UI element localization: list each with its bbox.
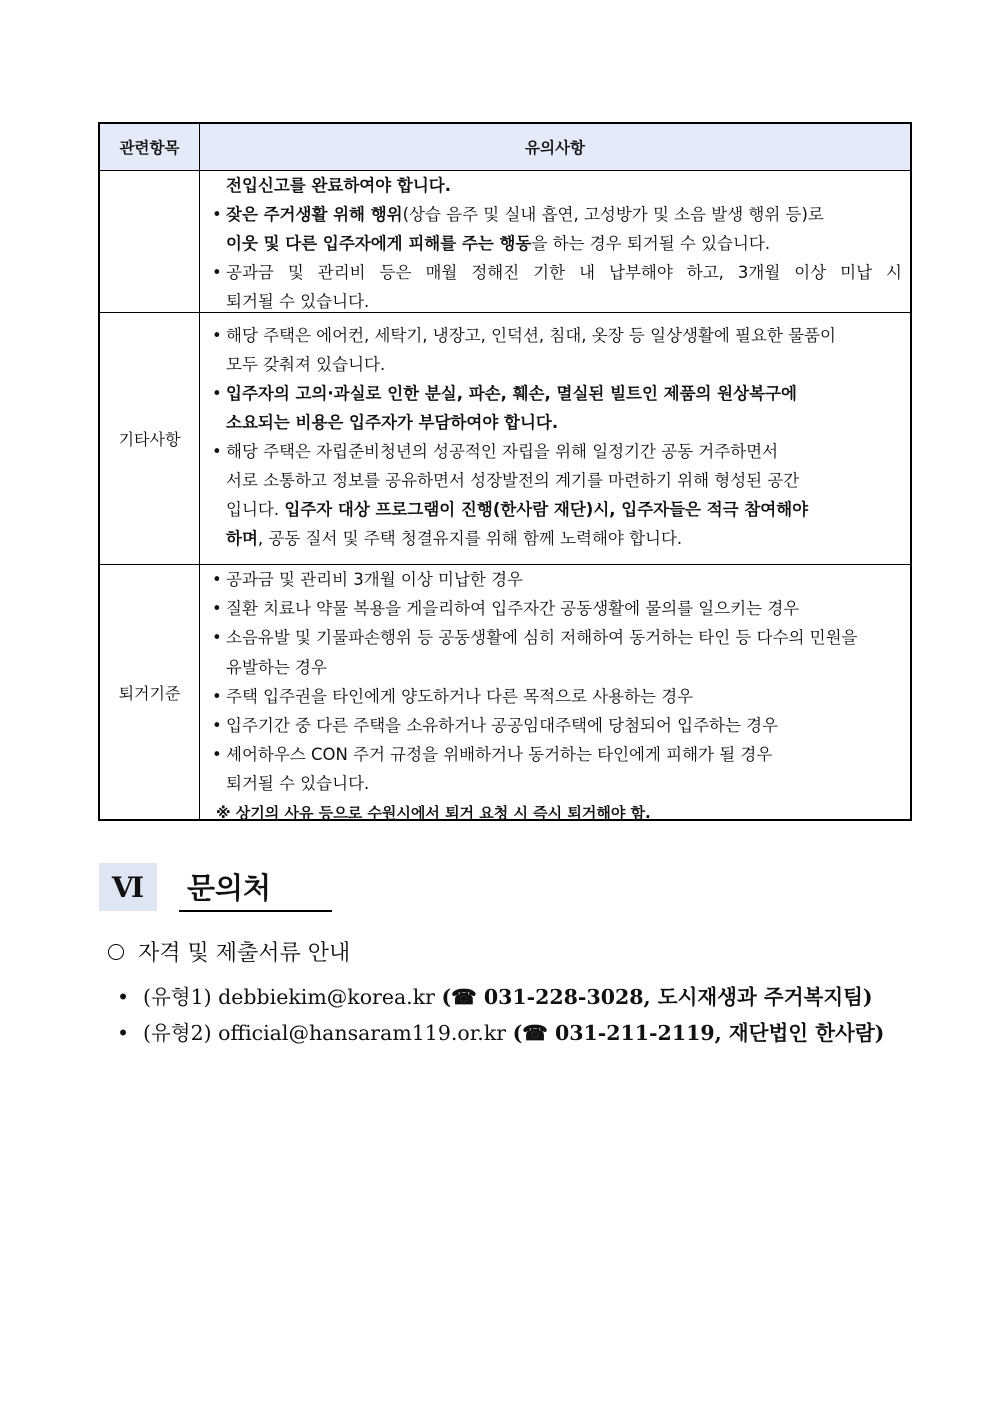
bullet-line: • 공과금 및 관리비 등은 매월 정해진 기한 내 납부해야 하고, 3개월 이상 미납 시 [212, 263, 902, 282]
text-line: 이웃 및 다른 입주자에게 피해를 주는 행동을 하는 경우 퇴거될 수 있습니다. [226, 234, 771, 253]
table-row [100, 171, 910, 313]
contact-item [117, 980, 873, 1010]
contact-item [117, 1016, 884, 1046]
bullet-line: • 해당 주택은 에어컨, 세탁기, 냉장고, 인덕션, 침대, 옷장 등 일상생활에 필요한 물품이 [212, 326, 836, 345]
header-related-item: 관련항목 [100, 124, 200, 170]
table-row [100, 565, 910, 822]
text-line: 퇴거될 수 있습니다. [226, 292, 370, 311]
text-line: 모두 갖춰져 있습니다. [226, 355, 386, 374]
text-line: 입니다. 입주자 대상 프로그램이 진행(한사람 재단)시, 입주자들은 적극 참여해야 [226, 500, 809, 519]
bullet-line: • 입주기간 중 다른 주택을 소유하거나 공공임대주택에 당첨되어 입주하는 경우 [212, 715, 779, 735]
header-notes: 유의사항 [525, 139, 585, 157]
section-title: 문의처 [187, 871, 272, 905]
section-heading [99, 858, 339, 914]
circle-bullet-icon [108, 944, 124, 960]
bullet-line: • 질환 치료나 약물 복용을 게을리하여 입주자간 공동생활에 물의를 일으키는 경우 [212, 599, 800, 619]
row-label: 기타사항 [100, 313, 200, 564]
bullet-line: • 입주자의 고의·과실로 인한 분실, 파손, 훼손, 멸실된 빌트인 제품의 원상복구에 [212, 384, 797, 403]
section-underline [179, 910, 332, 912]
table-row [100, 313, 910, 565]
row-content [200, 313, 910, 564]
text-line: 하며, 공동 질서 및 주택 청결유지를 위해 함께 노력해야 합니다. [226, 529, 683, 548]
row-label: 퇴거기준 [100, 565, 200, 819]
text-line: 전입신고를 완료하여야 합니다. [226, 176, 451, 195]
text-line: 소요되는 비용은 입주자가 부담하여야 합니다. [226, 413, 559, 432]
text-line: 서로 소통하고 정보를 공유하면서 성장발전의 계기를 마련하기 위해 형성된 공간 [226, 471, 800, 490]
table-header [100, 124, 910, 171]
eviction-note: ※ 상기의 사유 등으로 수원시에서 퇴거 요청 시 즉시 퇴거해야 함. [216, 803, 651, 822]
section-number: Ⅵ [99, 863, 157, 911]
row-content [200, 171, 910, 312]
row-content [200, 565, 910, 822]
contact-email: (유형1) debbiekim@korea.kr [143, 985, 435, 1009]
row-label [100, 171, 200, 312]
bullet-icon: • [117, 985, 130, 1009]
notice-table [98, 122, 912, 821]
text-line: 유발하는 경우 [226, 657, 327, 677]
bullet-line: • 잦은 주거생활 위해 행위(상습 음주 및 실내 흡연, 고성방가 및 소음 발생 행위 등)로 [212, 205, 824, 224]
contact-heading-text: 자격 및 제출서류 안내 [138, 941, 351, 966]
bullet-line: • 해당 주택은 자립준비청년의 성공적인 자립을 위해 일정기간 공동 거주하면서 [212, 442, 779, 461]
bullet-line: • 소음유발 및 기물파손행위 등 공동생활에 심히 저해하여 동거하는 타인 등 다수의 민원을 [212, 628, 858, 648]
contact-heading [108, 936, 350, 967]
bullet-line: • 셰어하우스 CON 주거 규정을 위배하거나 동거하는 타인에게 피해가 될 경우 [212, 745, 773, 765]
bullet-icon: • [117, 1021, 130, 1045]
bullet-line: • 주택 입주권을 타인에게 양도하거나 다른 목적으로 사용하는 경우 [212, 686, 694, 706]
contact-phone: (☎ 031-228-3028, 도시재생과 주거복지팀) [441, 985, 873, 1009]
text-line: 퇴거될 수 있습니다. [226, 774, 370, 794]
contact-email: (유형2) official@hansaram119.or.kr [143, 1021, 507, 1045]
contact-phone: (☎ 031-211-2119, 재단법인 한사람) [512, 1021, 885, 1045]
bullet-line: • 공과금 및 관리비 3개월 이상 미납한 경우 [212, 570, 523, 589]
